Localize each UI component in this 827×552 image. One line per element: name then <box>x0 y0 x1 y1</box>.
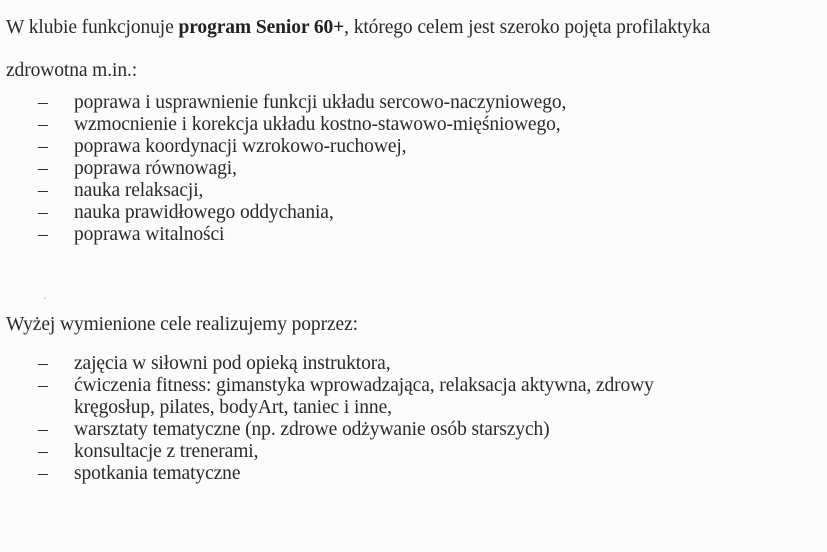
dash-bullet-icon: – <box>38 92 48 113</box>
dash-bullet-icon: – <box>38 158 48 179</box>
goals-list <box>38 92 566 246</box>
dash-bullet-icon: – <box>38 224 48 245</box>
dash-bullet-icon: – <box>38 202 48 223</box>
dash-bullet-icon: – <box>38 136 48 157</box>
means-list <box>38 353 654 485</box>
dash-bullet-icon: – <box>38 463 48 484</box>
list-item: – konsultacje z trenerami, <box>38 441 259 462</box>
dash-bullet-icon: – <box>38 441 48 462</box>
dash-bullet-icon: – <box>38 353 48 374</box>
intro-paragraph-line2: zdrowotna m.in.: <box>6 60 138 81</box>
list-item: – ćwiczenia fitness: gimanstyka wprowadzająca, relaksacja aktywna, zdrowy kręgosłup, pilates, bodyArt, taniec i inne, <box>38 375 654 418</box>
dash-bullet-icon: – <box>38 114 48 135</box>
list-item: – wzmocnienie i korekcja układu kostno-stawowo-mięśniowego, <box>38 114 561 135</box>
intro-prefix: W klubie funkcjonuje <box>6 17 179 38</box>
program-name: program Senior 60+ <box>178 17 345 38</box>
list-item: – zajęcia w siłowni pod opieką instruktora, <box>38 353 391 374</box>
list-item: – nauka prawidłowego oddychania, <box>38 202 334 223</box>
list-item: – warsztaty tematyczne (np. zdrowe odżywanie osób starszych) <box>38 419 550 440</box>
intro-paragraph-line1 <box>6 17 710 39</box>
dash-bullet-icon: – <box>38 419 48 440</box>
list-item: – spotkania tematyczne <box>38 463 241 484</box>
intro-suffix: , którego celem jest szeroko pojęta profilaktyka <box>344 17 711 38</box>
list-item: – poprawa koordynacji wzrokowo-ruchowej, <box>38 136 407 157</box>
scan-speck <box>44 297 46 299</box>
list-item: – nauka relaksacji, <box>38 180 204 201</box>
dash-bullet-icon: – <box>38 375 48 396</box>
dash-bullet-icon: – <box>38 180 48 201</box>
list-item: – poprawa witalności <box>38 224 225 245</box>
list-item: – poprawa i usprawnienie funkcji układu sercowo-naczyniowego, <box>38 92 567 113</box>
means-heading: Wyżej wymienione cele realizujemy poprzez: <box>6 314 358 335</box>
list-item: – poprawa równowagi, <box>38 158 237 179</box>
